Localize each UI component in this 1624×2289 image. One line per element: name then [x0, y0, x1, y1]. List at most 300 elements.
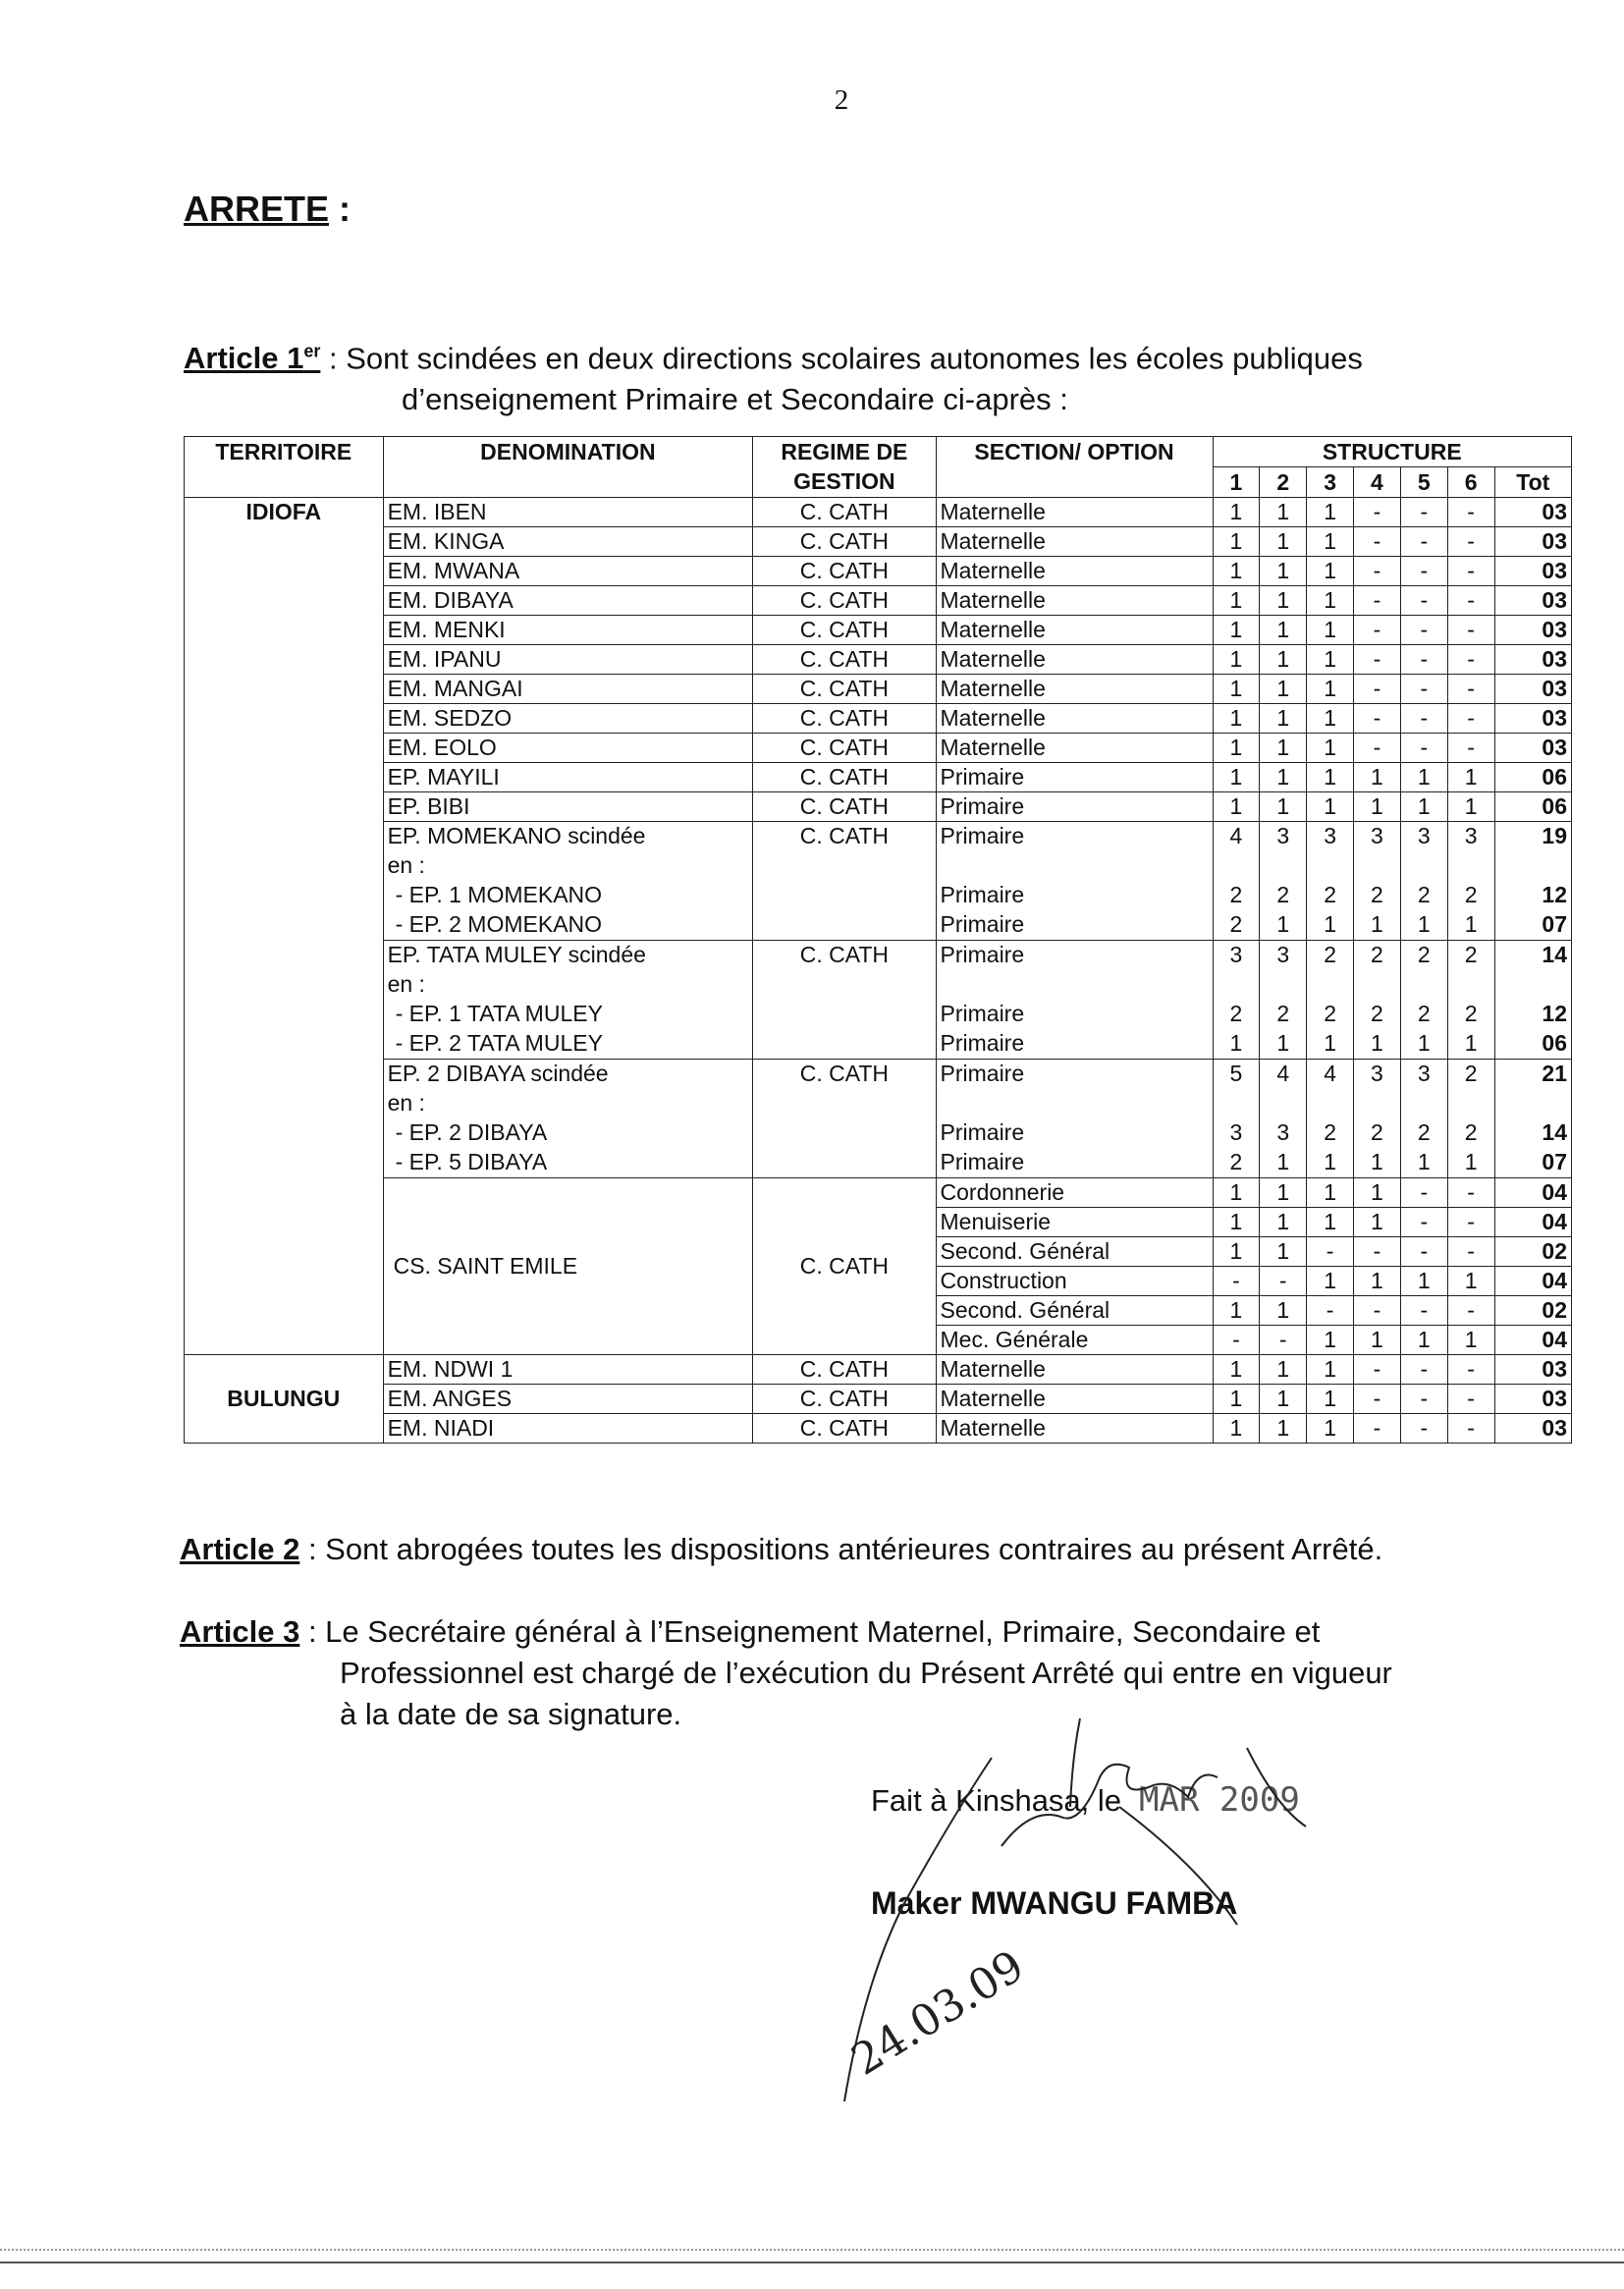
cell-structure-2: - — [1260, 1326, 1307, 1355]
section-line — [941, 970, 1209, 1000]
schools-table — [184, 436, 1572, 1444]
cell-total: 03 — [1494, 704, 1571, 734]
denomination-cell: EP. MAYILI — [383, 763, 753, 792]
section-cell: Construction — [936, 1267, 1213, 1296]
value-line: 4 — [1229, 823, 1243, 848]
article-3-text: : Le Secrétaire général à l’Enseignement Maternel, Primaire, Secondaire et — [299, 1614, 1321, 1649]
denomination-line: - EP. 2 TATA MULEY — [395, 1030, 603, 1056]
cell-structure-2: - — [1260, 1267, 1307, 1296]
cell-structure-4: - — [1354, 704, 1401, 734]
section-cell: Maternelle — [936, 645, 1213, 675]
cell-structure-1: 1 — [1213, 586, 1260, 616]
value-line: 1 — [1276, 1149, 1290, 1174]
cell-total: 02 — [1494, 1296, 1571, 1326]
denomination-line: en : — [387, 1090, 425, 1116]
table-row — [185, 704, 1572, 734]
cell-structure-2: 1 — [1260, 1208, 1307, 1237]
value-line — [1218, 1089, 1256, 1118]
cell-structure-4: - — [1354, 616, 1401, 645]
value-line: 3 — [1417, 823, 1431, 848]
cell-structure-3: 1 — [1307, 1267, 1354, 1296]
cell-structure-1: 1 — [1213, 734, 1260, 763]
cell-structure-5: 1 — [1400, 763, 1447, 792]
value-line: 1 — [1464, 911, 1478, 937]
cell-structure-5: - — [1400, 734, 1447, 763]
cell-structure-5: - — [1400, 1296, 1447, 1326]
cell-structure-3 — [1307, 1060, 1354, 1178]
cell-total: 03 — [1494, 527, 1571, 557]
cell-structure-3: 1 — [1307, 645, 1354, 675]
value-line: 2 — [1417, 942, 1431, 967]
section-cell — [936, 1060, 1213, 1178]
article-3-text-2: Professionnel est chargé de l’exécution du Présent Arrêté qui entre en vigueur — [340, 1656, 1392, 1690]
value-line: 2 — [1464, 882, 1478, 907]
value-line: 2 — [1229, 1001, 1243, 1026]
value-line: 2 — [1229, 1149, 1243, 1174]
header-col-6: 6 — [1447, 467, 1494, 498]
cell-structure-6: 1 — [1447, 763, 1494, 792]
footer-dotted-line — [0, 2249, 1624, 2251]
cell-structure-4: - — [1354, 527, 1401, 557]
cell-structure-4: - — [1354, 1296, 1401, 1326]
article-3-text-3: à la date de sa signature. — [340, 1697, 682, 1731]
value-line: 1 — [1417, 1149, 1431, 1174]
value-line — [1311, 1089, 1349, 1118]
cell-structure-6: - — [1447, 1385, 1494, 1414]
value-line: 4 — [1276, 1061, 1290, 1086]
regime-cell: C. CATH — [753, 763, 936, 792]
denomination-cell: CS. SAINT EMILE — [383, 1178, 753, 1355]
value-line — [1405, 970, 1443, 1000]
article-2-text: : Sont abrogées toutes les dispositions antérieures contraires au présent Arrêté. — [299, 1532, 1383, 1566]
cell-structure-3: - — [1307, 1296, 1354, 1326]
cell-structure-5 — [1400, 941, 1447, 1060]
value-line: 1 — [1276, 1030, 1290, 1056]
cell-structure-3: 1 — [1307, 763, 1354, 792]
value-line: 3 — [1276, 942, 1290, 967]
cell-structure-5: 1 — [1400, 1267, 1447, 1296]
value-line — [1358, 970, 1396, 1000]
cell-structure-6: - — [1447, 1296, 1494, 1326]
cell-structure-2: 1 — [1260, 1385, 1307, 1414]
value-line — [1499, 970, 1567, 1000]
cell-total: 02 — [1494, 1237, 1571, 1267]
article-1-text: : Sont scindées en deux directions scolaires autonomes les écoles publiques — [320, 341, 1363, 376]
signature-stroke — [1247, 1748, 1306, 1826]
table-header-row — [185, 437, 1572, 467]
cell-structure-1: 1 — [1213, 616, 1260, 645]
cell-structure-1: - — [1213, 1326, 1260, 1355]
denomination-line: - EP. 1 MOMEKANO — [395, 882, 603, 907]
value-line: 3 — [1229, 1119, 1243, 1145]
value-line: 3 — [1324, 823, 1336, 848]
cell-structure-6: - — [1447, 675, 1494, 704]
regime-cell: C. CATH — [753, 1355, 936, 1385]
cell-structure-3: 1 — [1307, 704, 1354, 734]
cell-structure-2: 1 — [1260, 498, 1307, 527]
cell-structure-4: - — [1354, 498, 1401, 527]
signature-stroke — [1070, 1718, 1080, 1807]
value-line: 2 — [1324, 942, 1336, 967]
section-line — [941, 851, 1209, 881]
cell-structure-5: - — [1400, 616, 1447, 645]
table-row — [185, 734, 1572, 763]
value-line: 3 — [1371, 823, 1383, 848]
cell-total: 03 — [1494, 498, 1571, 527]
cell-structure-2 — [1260, 941, 1307, 1060]
cell-structure-5: 1 — [1400, 1326, 1447, 1355]
value-line: 1 — [1464, 1030, 1478, 1056]
cell-structure-1: 1 — [1213, 704, 1260, 734]
cell-structure-2: 1 — [1260, 1178, 1307, 1208]
cell-structure-5: - — [1400, 645, 1447, 675]
table-row-split — [185, 1060, 1572, 1178]
regime-cell: C. CATH — [753, 1178, 936, 1355]
cell-structure-3: 1 — [1307, 586, 1354, 616]
section-cell: Maternelle — [936, 1414, 1213, 1444]
header-territoire: TERRITOIRE — [185, 437, 384, 498]
value-line — [1311, 851, 1349, 881]
cell-structure-1: 1 — [1213, 792, 1260, 822]
table-row — [185, 763, 1572, 792]
header-section: SECTION/ OPTION — [936, 437, 1213, 498]
cell-structure-3: 1 — [1307, 1355, 1354, 1385]
cell-structure-2: 1 — [1260, 616, 1307, 645]
cell-structure-6: - — [1447, 1414, 1494, 1444]
denomination-cell: EM. MWANA — [383, 557, 753, 586]
cell-structure-2: 1 — [1260, 1355, 1307, 1385]
header-regime: REGIME DE GESTION — [753, 437, 936, 498]
cell-structure-6 — [1447, 1060, 1494, 1178]
cell-structure-2: 1 — [1260, 734, 1307, 763]
cell-structure-1: 1 — [1213, 557, 1260, 586]
regime-cell: C. CATH — [753, 734, 936, 763]
cell-structure-1: 1 — [1213, 1296, 1260, 1326]
cell-structure-2 — [1260, 1060, 1307, 1178]
section-cell: Cordonnerie — [936, 1178, 1213, 1208]
denomination-line: - EP. 1 TATA MULEY — [395, 1001, 603, 1026]
cell-structure-4: - — [1354, 734, 1401, 763]
section-cell: Mec. Générale — [936, 1326, 1213, 1355]
cell-structure-2: 1 — [1260, 763, 1307, 792]
value-line: 2 — [1371, 882, 1383, 907]
cell-structure-3: 1 — [1307, 1178, 1354, 1208]
value-line — [1499, 851, 1567, 881]
cell-structure-4: 1 — [1354, 1178, 1401, 1208]
value-line — [1452, 851, 1490, 881]
cell-total: 04 — [1494, 1208, 1571, 1237]
cell-total: 06 — [1494, 763, 1571, 792]
section-cell: Maternelle — [936, 586, 1213, 616]
section-line: Primaire — [940, 1119, 1025, 1145]
cell-structure-1: - — [1213, 1267, 1260, 1296]
cell-total: 03 — [1494, 645, 1571, 675]
cell-structure-2: 1 — [1260, 792, 1307, 822]
section-cell: Menuiserie — [936, 1208, 1213, 1237]
table-body — [185, 498, 1572, 1444]
cell-structure-5: 1 — [1400, 792, 1447, 822]
value-line: 2 — [1464, 1001, 1478, 1026]
value-line: 2 — [1371, 1001, 1383, 1026]
regime-cell: C. CATH — [753, 1060, 936, 1178]
cell-total: 06 — [1494, 792, 1571, 822]
regime-cell: C. CATH — [753, 792, 936, 822]
cell-total: 03 — [1494, 616, 1571, 645]
arrete-colon: : — [329, 189, 352, 229]
article-1-text-cont: d’enseignement Primaire et Secondaire ci-après : — [402, 382, 1068, 417]
cell-total: 03 — [1494, 557, 1571, 586]
handwritten-date: 24.03.09 — [842, 1940, 1033, 2086]
cell-total: 03 — [1494, 1385, 1571, 1414]
cell-structure-2: 1 — [1260, 527, 1307, 557]
value-line: 2 — [1371, 1119, 1383, 1145]
cell-structure-3 — [1307, 941, 1354, 1060]
cell-structure-5: - — [1400, 1414, 1447, 1444]
article-2 — [180, 1532, 1382, 1567]
value-line: 1 — [1464, 1149, 1478, 1174]
cell-structure-6: - — [1447, 734, 1494, 763]
value-line: 3 — [1417, 1061, 1431, 1086]
cell-structure-1: 1 — [1213, 1385, 1260, 1414]
cell-structure-1: 1 — [1213, 675, 1260, 704]
value-line: 3 — [1371, 1061, 1383, 1086]
article-1 — [184, 331, 1529, 420]
cell-structure-6: - — [1447, 704, 1494, 734]
denomination-line: EP. 2 DIBAYA scindée — [387, 1061, 609, 1086]
cell-structure-6: - — [1447, 527, 1494, 557]
page-number: 2 — [834, 84, 849, 116]
section-line: Primaire — [940, 823, 1025, 848]
table-row — [185, 1178, 1572, 1208]
cell-structure-1: 1 — [1213, 1208, 1260, 1237]
cell-structure-1 — [1213, 1060, 1260, 1178]
value-line: 1 — [1324, 1149, 1336, 1174]
value-line: 3 — [1464, 823, 1478, 848]
cell-structure-5: - — [1400, 586, 1447, 616]
section-cell — [936, 941, 1213, 1060]
value-line — [1452, 970, 1490, 1000]
cell-structure-1: 1 — [1213, 1178, 1260, 1208]
cell-total: 03 — [1494, 1414, 1571, 1444]
regime-cell: C. CATH — [753, 1414, 936, 1444]
cell-structure-1: 1 — [1213, 1237, 1260, 1267]
value-line: 2 — [1464, 942, 1478, 967]
section-cell: Maternelle — [936, 1355, 1213, 1385]
denomination-cell: EP. BIBI — [383, 792, 753, 822]
section-cell: Maternelle — [936, 734, 1213, 763]
table-row-split — [185, 822, 1572, 941]
regime-cell: C. CATH — [753, 527, 936, 557]
cell-structure-5: - — [1400, 498, 1447, 527]
value-line: 1 — [1417, 1030, 1431, 1056]
value-line: 1 — [1371, 1149, 1383, 1174]
cell-structure-5: - — [1400, 1355, 1447, 1385]
value-line: 2 — [1276, 1001, 1290, 1026]
cell-total: 03 — [1494, 586, 1571, 616]
cell-structure-6: 1 — [1447, 1326, 1494, 1355]
cell-structure-2: 1 — [1260, 704, 1307, 734]
cell-structure-4: - — [1354, 1385, 1401, 1414]
value-line: 06 — [1542, 1030, 1567, 1056]
value-line: 2 — [1417, 1119, 1431, 1145]
section-cell: Second. Général — [936, 1296, 1213, 1326]
value-line — [1358, 1089, 1396, 1118]
table-row — [185, 527, 1572, 557]
signatory-name: Maker MWANGU FAMBA — [871, 1885, 1238, 1921]
section-line: Primaire — [940, 1001, 1025, 1026]
cell-structure-5: - — [1400, 527, 1447, 557]
cell-structure-4 — [1354, 941, 1401, 1060]
signature-stroke — [1119, 1807, 1237, 1925]
value-line: 4 — [1324, 1061, 1336, 1086]
regime-cell: C. CATH — [753, 498, 936, 527]
denomination-cell: EM. MENKI — [383, 616, 753, 645]
cell-structure-6: - — [1447, 1355, 1494, 1385]
regime-cell: C. CATH — [753, 1385, 936, 1414]
value-line: 2 — [1276, 882, 1290, 907]
denomination-cell: EM. NDWI 1 — [383, 1355, 753, 1385]
section-line: Primaire — [940, 1061, 1025, 1086]
section-line — [941, 1089, 1209, 1118]
cell-structure-6: - — [1447, 498, 1494, 527]
table-row — [185, 675, 1572, 704]
header-denomination: DENOMINATION — [383, 437, 753, 498]
cell-structure-2: 1 — [1260, 675, 1307, 704]
territory-cell: BULUNGU — [185, 1355, 384, 1444]
table-row-split — [185, 941, 1572, 1060]
cell-structure-6: 1 — [1447, 1267, 1494, 1296]
cell-total — [1494, 941, 1571, 1060]
cell-structure-1: 1 — [1213, 498, 1260, 527]
footer-rule — [0, 2262, 1624, 2263]
cell-structure-5: - — [1400, 1178, 1447, 1208]
value-line: 2 — [1371, 942, 1383, 967]
regime-cell: C. CATH — [753, 704, 936, 734]
value-line: 2 — [1229, 911, 1243, 937]
cell-structure-2: 1 — [1260, 645, 1307, 675]
denomination-cell: EM. MANGAI — [383, 675, 753, 704]
denomination-cell — [383, 1060, 753, 1178]
table-row — [185, 1414, 1572, 1444]
denomination-line: EP. MOMEKANO scindée — [387, 823, 646, 848]
value-line: 12 — [1542, 882, 1567, 907]
regime-cell: C. CATH — [753, 822, 936, 941]
denomination-line: en : — [387, 852, 425, 878]
cell-structure-2: 1 — [1260, 586, 1307, 616]
value-line: 19 — [1542, 823, 1567, 848]
section-line: Primaire — [940, 1030, 1025, 1056]
denomination-line: - EP. 2 DIBAYA — [395, 1119, 548, 1145]
value-line — [1405, 1089, 1443, 1118]
section-cell: Maternelle — [936, 1385, 1213, 1414]
section-cell: Maternelle — [936, 498, 1213, 527]
cell-structure-2: 1 — [1260, 1237, 1307, 1267]
value-line: 2 — [1464, 1119, 1478, 1145]
cell-total — [1494, 822, 1571, 941]
cell-structure-5: - — [1400, 675, 1447, 704]
section-line: Primaire — [940, 942, 1025, 967]
cell-total — [1494, 1060, 1571, 1178]
article-3-label: Article 3 — [180, 1614, 300, 1649]
table-row — [185, 645, 1572, 675]
regime-cell: C. CATH — [753, 586, 936, 616]
value-line: 1 — [1417, 911, 1431, 937]
cell-structure-5: - — [1400, 1237, 1447, 1267]
cell-structure-5 — [1400, 1060, 1447, 1178]
cell-structure-4: 1 — [1354, 1208, 1401, 1237]
cell-structure-6: - — [1447, 645, 1494, 675]
value-line — [1499, 1089, 1567, 1118]
cell-structure-3: 1 — [1307, 792, 1354, 822]
denomination-cell: EM. KINGA — [383, 527, 753, 557]
value-line: 12 — [1542, 1001, 1567, 1026]
cell-structure-4: - — [1354, 1237, 1401, 1267]
value-line — [1218, 851, 1256, 881]
value-line — [1405, 851, 1443, 881]
cell-structure-5: - — [1400, 557, 1447, 586]
value-line — [1218, 970, 1256, 1000]
table-row — [185, 616, 1572, 645]
value-line: 3 — [1276, 823, 1290, 848]
denomination-cell: EM. SEDZO — [383, 704, 753, 734]
header-col-tot: Tot — [1494, 467, 1571, 498]
cell-structure-6 — [1447, 941, 1494, 1060]
cell-structure-2: 1 — [1260, 557, 1307, 586]
cell-structure-3: 1 — [1307, 1208, 1354, 1237]
value-line: 1 — [1371, 911, 1383, 937]
value-line: 2 — [1324, 1119, 1336, 1145]
denomination-cell — [383, 941, 753, 1060]
table-row — [185, 1355, 1572, 1385]
regime-cell: C. CATH — [753, 675, 936, 704]
cell-structure-4: - — [1354, 1355, 1401, 1385]
section-cell: Maternelle — [936, 527, 1213, 557]
denomination-cell — [383, 822, 753, 941]
value-line: 2 — [1324, 882, 1336, 907]
denomination-line: - EP. 5 DIBAYA — [395, 1149, 548, 1174]
section-cell: Primaire — [936, 792, 1213, 822]
cell-structure-3: - — [1307, 1237, 1354, 1267]
denomination-line: EP. TATA MULEY scindée — [387, 942, 646, 967]
fait-text: Fait à Kinshasa, le — [871, 1783, 1122, 1818]
cell-structure-6: - — [1447, 586, 1494, 616]
value-line: 1 — [1324, 1030, 1336, 1056]
cell-structure-4: - — [1354, 557, 1401, 586]
value-line: 2 — [1229, 882, 1243, 907]
section-cell: Maternelle — [936, 675, 1213, 704]
cell-structure-3 — [1307, 822, 1354, 941]
cell-structure-1: 1 — [1213, 527, 1260, 557]
cell-total: 03 — [1494, 734, 1571, 763]
header-col-4: 4 — [1354, 467, 1401, 498]
section-cell: Maternelle — [936, 704, 1213, 734]
section-cell — [936, 822, 1213, 941]
handwritten-signature — [825, 1699, 1375, 2111]
cell-structure-4: - — [1354, 675, 1401, 704]
cell-structure-5: - — [1400, 1385, 1447, 1414]
cell-structure-4: 1 — [1354, 1267, 1401, 1296]
header-col-3: 3 — [1307, 467, 1354, 498]
section-cell: Primaire — [936, 763, 1213, 792]
table-row — [185, 498, 1572, 527]
cell-structure-5: - — [1400, 704, 1447, 734]
section-cell: Maternelle — [936, 616, 1213, 645]
value-line — [1452, 1089, 1490, 1118]
cell-structure-3: 1 — [1307, 675, 1354, 704]
value-line: 07 — [1542, 1149, 1567, 1174]
value-line — [1358, 851, 1396, 881]
cell-structure-4: 1 — [1354, 792, 1401, 822]
